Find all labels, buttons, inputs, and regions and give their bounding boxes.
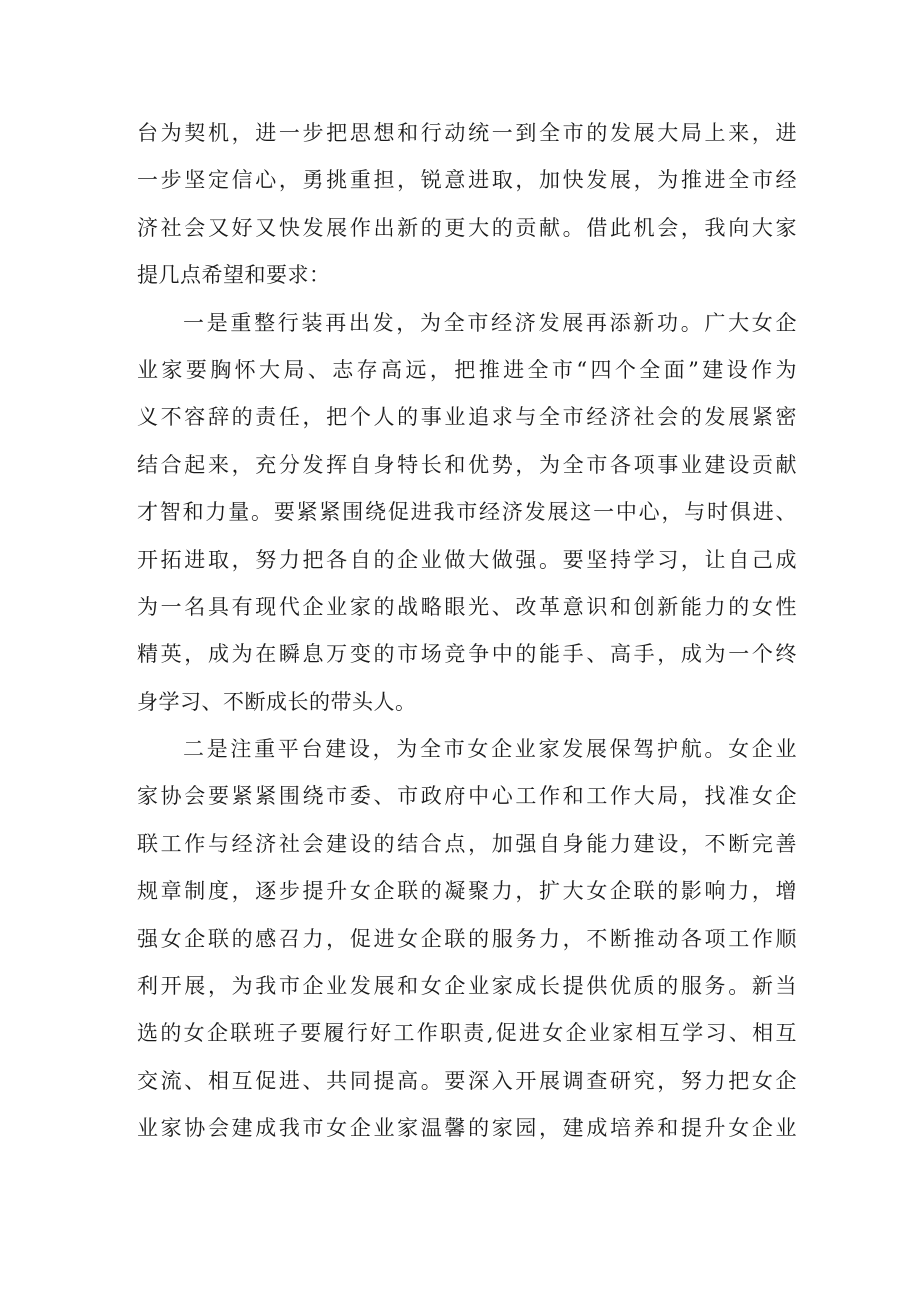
text-line: 为一名具有现代企业家的战略眼光、改革意识和创新能力的女性 [137,594,797,619]
paragraph-first-line: 一是重整行装再出发，为全市经济发展再添新功。广大女企 [183,310,797,335]
text-line: 精英，成为在瞬息万变的市场竞争中的能手、高手，成为一个终 [137,642,797,667]
text-line: 一步坚定信心，勇挑重担，锐意进取，加快发展，为推进全市经 [137,168,797,193]
text-line: 联工作与经济社会建设的结合点，加强自身能力建设，不断完善 [137,831,797,856]
paragraph-first-line: 二是注重平台建设，为全市女企业家发展保驾护航。女企业 [183,737,797,762]
text-line: 选的女企联班子要履行好工作职责,促进女企业家相互学习、相互 [137,1021,797,1046]
text-line: 规章制度，逐步提升女企联的凝聚力，扩大女企联的影响力，增 [137,879,797,904]
text-line: 身学习、不断成长的带头人。 [137,689,417,714]
text-line: 业家协会建成我市女企业家温馨的家园，建成培养和提升女企业 [137,1116,797,1141]
text-line: 提几点希望和要求： [137,263,331,288]
text-line: 开拓进取，努力把各自的企业做大做强。要坚持学习，让自己成 [137,547,797,572]
text-line: 交流、相互促进、共同提高。要深入开展调查研究，努力把女企 [137,1068,797,1093]
text-line: 家协会要紧紧围绕市委、市政府中心工作和工作大局，找准女企 [137,784,797,809]
text-line: 利开展，为我市企业发展和女企业家成长提供优质的服务。新当 [137,974,797,999]
text-line: 才智和力量。要紧紧围绕促进我市经济发展这一中心，与时俱进、 [137,500,797,525]
text-line: 业家要胸怀大局、志存高远，把推进全市“四个全面”建设作为 [137,357,797,382]
body-text [137,110,797,1153]
text-line: 强女企联的感召力，促进女企联的服务力，不断推动各项工作顺 [137,926,797,951]
text-line: 济社会又好又快发展作出新的更大的贡献。借此机会，我向大家 [137,215,797,240]
text-line: 台为契机，进一步把思想和行动统一到全市的发展大局上来，进 [137,121,797,145]
text-line: 结合起来，充分发挥自身特长和优势，为全市各项事业建设贡献 [137,452,797,477]
text-line: 义不容辞的责任，把个人的事业追求与全市经济社会的发展紧密 [137,405,797,430]
